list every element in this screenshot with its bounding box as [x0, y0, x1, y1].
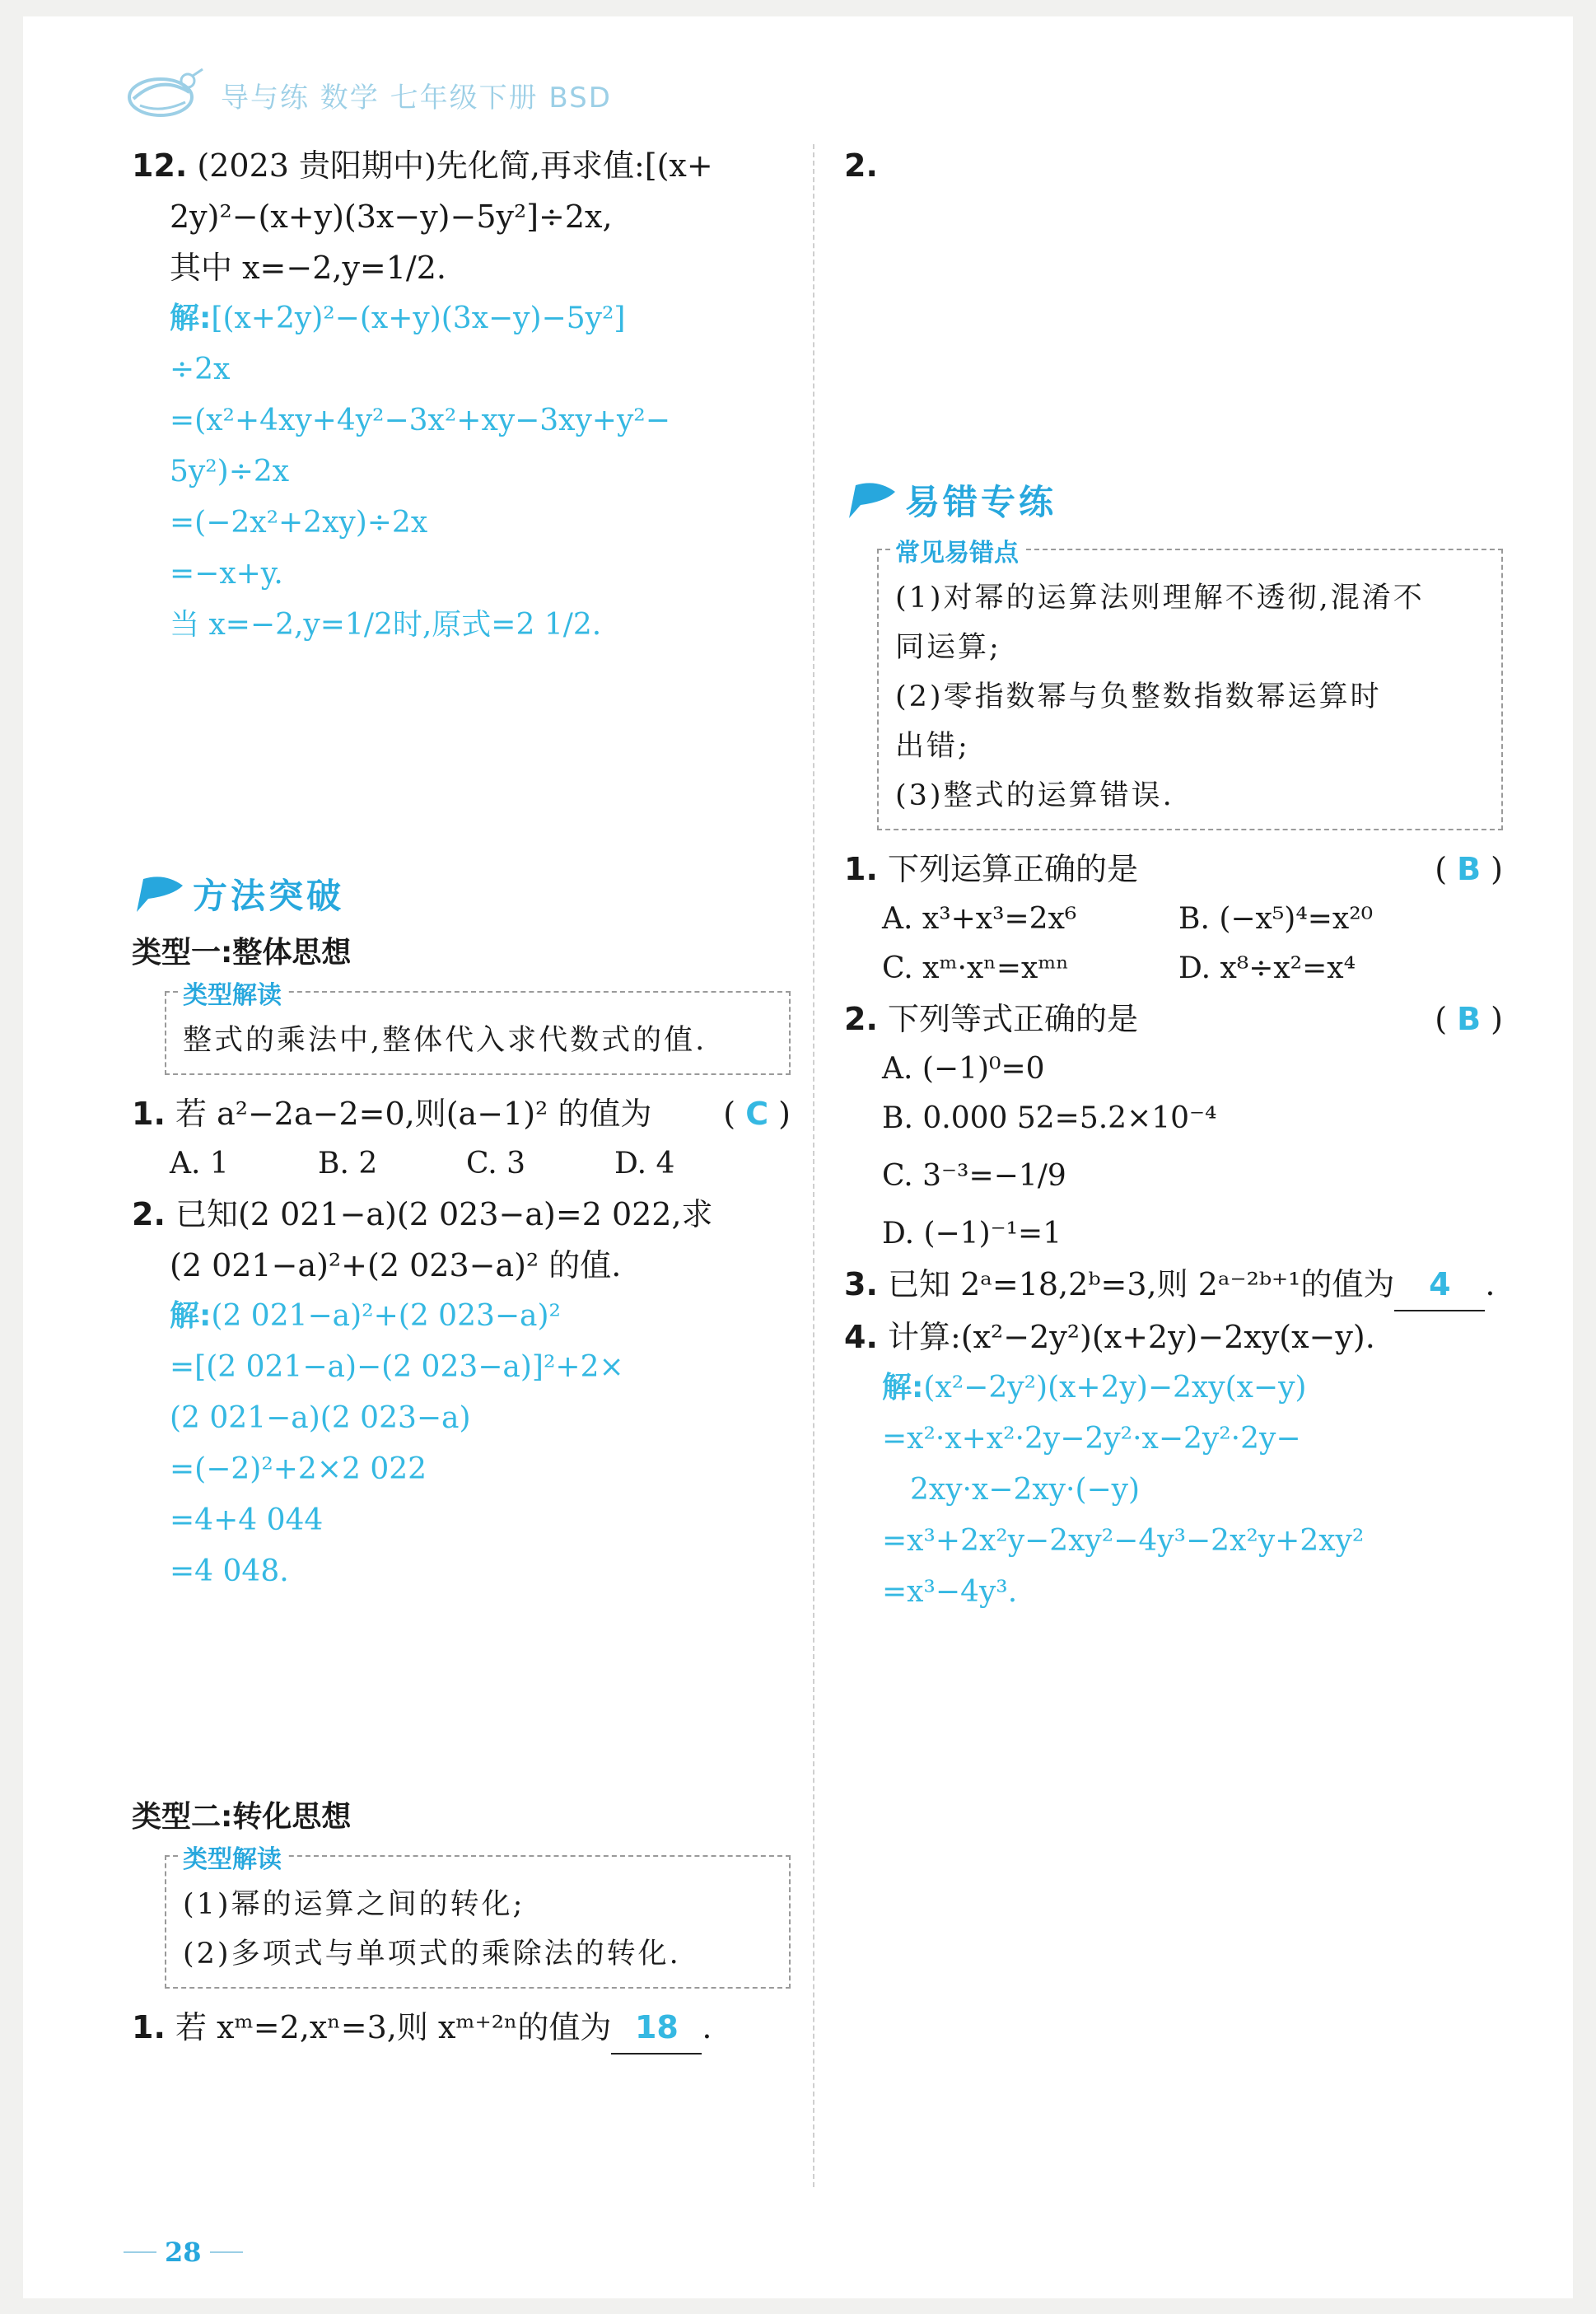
box-text: 整式的乘法中,整体代入求代数式的值. [183, 1024, 707, 1057]
box-text: (2)多项式与单项式的乘除法的转化. [183, 1938, 681, 1970]
question-number: 1. [132, 1096, 166, 1132]
section-title-text: 易错专练 [905, 482, 1057, 522]
column-divider [813, 144, 814, 2187]
section-title-method [132, 865, 791, 923]
answer-line: =−x+y. [170, 557, 283, 591]
type-2-question-1: 1. 若 xᵐ=2,xⁿ=3,则 xᵐ⁺²ⁿ的值为 18 . [132, 2002, 791, 2055]
question-text: 若 a²−2a−2=0,则(a−1)² 的值为 [175, 1096, 652, 1132]
answer-line: 当 x=−2,y=1/2时,原式=2 1/2. [170, 608, 602, 642]
question-text: 已知 2ᵃ=18,2ᵇ=3,则 2ᵃ⁻²ᵇ⁺¹的值为 [887, 1266, 1395, 1302]
answer-line: =4+4 044 [170, 1503, 324, 1537]
box-text: (1)对幂的运算法则理解不透彻,混淆不 [895, 582, 1425, 615]
book-logo-icon [124, 66, 206, 124]
option-c: C. 3⁻³=−1/9 [882, 1159, 1066, 1193]
choice-answer: B [1457, 1001, 1482, 1037]
question-text: 计算:(x²−2y²)(x+2y)−2xy(x−y). [887, 1319, 1375, 1355]
right-column [844, 140, 1503, 1618]
answer-line: =x³+2x²y−2xy²−4y³−2x²y+2xy² [882, 1524, 1365, 1558]
question-text: 已知(2 021−a)(2 023−a)=2 022,求 [175, 1196, 713, 1232]
question-text: 下列等式正确的是 [887, 1001, 1138, 1037]
page-number-text: 28 [165, 2237, 202, 2268]
answer-line: (x²−2y²)(x+2y)−2xy(x−y) [923, 1371, 1307, 1405]
question-text: 2y)²−(x+y)(3x−y)−5y²]÷2x, [170, 199, 613, 235]
answer-line: (2 021−a)²+(2 023−a)² [211, 1299, 561, 1333]
option-a: A. x³+x³=2x⁶ [882, 902, 1077, 936]
answer-line: 2xy·x−2xy·(−y) [910, 1473, 1141, 1507]
page-number [115, 2237, 251, 2268]
box-label: 类型解读 [178, 975, 287, 1011]
answer-bracket: ( C ) [723, 1096, 791, 1132]
answer-line: [(x+2y)²−(x+y)(3x−y)−5y²] [211, 302, 626, 335]
type-1-question-1 [132, 1088, 791, 1189]
question-text: 下列运算正确的是 [887, 851, 1138, 887]
question-end: . [1485, 1266, 1496, 1302]
answer-line: =[(2 021−a)−(2 023−a)]²+2× [170, 1350, 624, 1384]
common-errors-box [877, 539, 1503, 830]
type-1-question-2 [132, 1189, 791, 1597]
question-text: 若 xᵐ=2,xⁿ=3,则 xᵐ⁺²ⁿ的值为 [175, 2009, 612, 2045]
answer-bracket: ( B ) [1435, 1001, 1503, 1037]
answer-line: 5y²)÷2x [170, 455, 290, 489]
option-d: D. (−1)⁻¹=1 [882, 1217, 1062, 1250]
error-question-4 [844, 1311, 1503, 1618]
box-label: 类型解读 [178, 1839, 287, 1875]
answer-bracket: ( B ) [1435, 851, 1503, 887]
error-question-2 [844, 993, 1503, 1259]
answer-label: 解: [170, 1299, 212, 1333]
question-2-division [844, 140, 1503, 191]
section-title-errors [844, 471, 1503, 529]
error-question-3 [844, 1259, 1503, 1311]
question-text: (2 021−a)²+(2 023−a)² 的值. [170, 1247, 622, 1283]
question-number: 12. [132, 147, 188, 184]
choice-answer: C [745, 1096, 769, 1132]
question-number: 2. [132, 1196, 166, 1232]
question-12 [132, 140, 791, 651]
question-text: (2023 贵阳期中)先化简,再求值:[(x+ [197, 147, 713, 184]
section-flag-icon [132, 871, 188, 917]
box-text: 同运算; [895, 631, 1001, 664]
box-label: 常见易错点 [890, 532, 1024, 568]
option-b: B. 2 [318, 1147, 378, 1180]
option-b: B. 0.000 52=5.2×10⁻⁴ [882, 1101, 1217, 1135]
type-2-title: 类型二:转化思想 [132, 1800, 352, 1834]
option-d: D. 4 [614, 1147, 675, 1180]
type-1-title: 类型一:整体思想 [132, 936, 352, 970]
question-number: 2. [844, 147, 878, 184]
answer-line: (2 021−a)(2 023−a) [170, 1401, 471, 1435]
page-header [124, 58, 612, 132]
question-number: 4. [844, 1319, 878, 1355]
answer-line: =(−2x²+2xy)÷2x [170, 506, 428, 540]
option-b: B. (−x⁵)⁴=x²⁰ [1178, 902, 1374, 936]
question-number: 1. [844, 851, 878, 887]
answer-line: =(x²+4xy+4y²−3x²+xy−3xy+y²− [170, 404, 670, 437]
box-text: (2)零指数幂与负整数指数幂运算时 [895, 680, 1382, 713]
left-column [132, 140, 791, 2055]
box-text: (1)幂的运算之间的转化; [183, 1888, 525, 1921]
answer-line: =(−2)²+2×2 022 [170, 1452, 427, 1486]
question-number: 1. [132, 2009, 166, 2045]
box-text: (3)整式的运算错误. [895, 779, 1174, 812]
question-number: 3. [844, 1266, 878, 1302]
answer-blank: 18 [611, 2002, 702, 2055]
answer-line: =x³−4y³. [882, 1575, 1018, 1609]
option-c: C. 3 [466, 1147, 526, 1180]
type-2-explain-box [165, 1845, 791, 1989]
question-number: 2. [844, 1001, 878, 1037]
answer-label: 解: [170, 302, 212, 335]
options-row [132, 1139, 791, 1189]
choice-answer: B [1457, 851, 1482, 887]
option-d: D. x⁸÷x²=x⁴ [1178, 951, 1356, 985]
answer-label: 解: [882, 1371, 924, 1405]
answer-blank: 4 [1394, 1259, 1485, 1311]
header-title: 导与练 数学 七年级下册 BSD [221, 81, 612, 115]
question-text: 其中 x=−2,y=1/2. [170, 250, 446, 286]
section-title-text: 方法突破 [193, 876, 345, 916]
answer-line: =x²·x+x²·2y−2y²·x−2y²·2y− [882, 1422, 1301, 1456]
section-flag-icon [844, 477, 900, 523]
type-1-explain-box [165, 981, 791, 1075]
option-c: C. xᵐ·xⁿ=xᵐⁿ [882, 951, 1069, 985]
option-a: A. (−1)⁰=0 [882, 1052, 1045, 1086]
box-text: 出错; [895, 730, 970, 763]
answer-line: =4 048. [170, 1554, 289, 1588]
answer-line: ÷2x [170, 353, 231, 386]
error-question-1 [844, 844, 1503, 993]
option-a: A. 1 [170, 1147, 229, 1180]
